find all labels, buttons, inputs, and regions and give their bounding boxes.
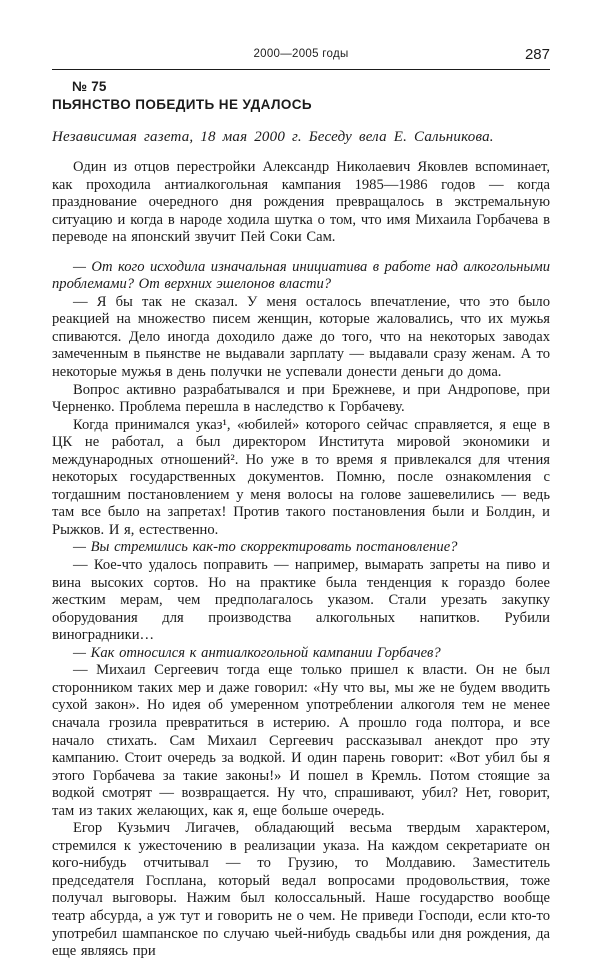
source-line: Независимая газета, 18 мая 2000 г. Беседу вела Е. Сальникова. [52,129,494,145]
interview-question: — Как относился к антиалкогольной кампании Горбачев? [73,644,441,661]
body-paragraph: Егор Кузьмич Лигачев, обладающий весьма твердым характером, стремился к ужесточению в реализации указа. На каждом секретариате он кого-нибудь отчитывал — то Грузию, то Молдавию. Заместитель председателя Госплана, который ведал вопросами продовольствия, тоже получал выговоры. Нажим был колоссальный. Наше государство вообще театр абсурда, а уж тут и говорить не о чем. Не приведи Господи, если кто-то употребил шампанское по случаю чьей-нибудь свадьбы или дня рождения, да еще являясь при [52,820,550,960]
body-paragraph: — Михаил Сергеевич тогда еще только пришел к власти. Он не был сторонником таких мер и даже говорил: «Ну что вы, мы же не будем вводить сухой закон». Но идея об умеренном употреблении алкоголя тем не менее сначала грозила превратиться в истерию. А прошло года полтора, и все начало стихать. Сам Михаил Сергеевич рассказывал анекдот про эту кампанию. Стоит очередь за водкой. И один парень говорит: «Вот убил бы я этого Горбачева за такие законы!» И пошел в Кремль. Потом стоящие за водкой смотрят — возвращается. Ну что, спрашивают, убил? Нет, говорит, там из таких желающих, как я, еще больше очередь. [52,662,550,819]
article-number: № 75 [72,79,107,94]
body-paragraph: — Я бы так не сказал. У меня осталось впечатление, что это было реакцией на множество писем женщин, которые жаловались, что их мужья спиваются. Дело иногда доходило даже до того, что на некоторых заводах замеченным в пьянстве не выдавали зарплату — выдавали сразу женам. А то некоторые мужья в день получки не успевали донести деньги до дома. [52,293,550,381]
running-title: 2000—2005 годы [253,48,349,60]
article [52,79,550,961]
body-paragraph: Вопрос активно разрабатывался и при Брежневе, и при Андропове, при Черненко. Проблема перешла в наследство к Горбачеву. [52,381,550,416]
article-body [52,159,550,961]
page-number: 287 [524,46,550,63]
interview-question: — От кого исходила изначальная инициатива в работе над алкогольными проблемами? От верхних эшелонов власти? [52,258,550,293]
header-rule [52,69,550,70]
body-paragraph: Один из отцов перестройки Александр Николаевич Яковлев вспоминает, как проходила антиалкогольная кампания 1985—1986 годов — когда празднование очередного дня рождения превращалось в экстремальную ситуацию и когда в народе ходила шутка о том, что имя Михаила Горбачева в переводе на японский звучит Пей Соки Сам. [52,159,550,246]
interview-question: — Вы стремились как-то скорректировать постановление? [73,539,458,556]
article-title: ПЬЯНСТВО ПОБЕДИТЬ НЕ УДАЛОСЬ [52,97,312,112]
body-paragraph: Когда принимался указ¹, «юбилей» которого сейчас справляется, я еще в ЦК не работал, а был директором Института мировой экономики и международных отношений². Но уже в то время я привлекался для чтения некоторых государственных документов. Помню, после ознакомления с тогдашним постановлением у меня волосы на голове зашевелились — ведь там все было на запретах! Против такого постановления были и Болдин, и Рыжков. И я, естественно. [52,416,550,538]
page-header [52,48,550,64]
body-paragraph: — Кое-что удалось поправить — например, вымарать запреты на пиво и вина высоких сортов. Но на практике была тенденция к гораздо более жестким мерам, чем предполагалось указом. Стали урезать закупку оборудования для производства алкогольных напитков. Рубили виноградники… [52,557,550,644]
